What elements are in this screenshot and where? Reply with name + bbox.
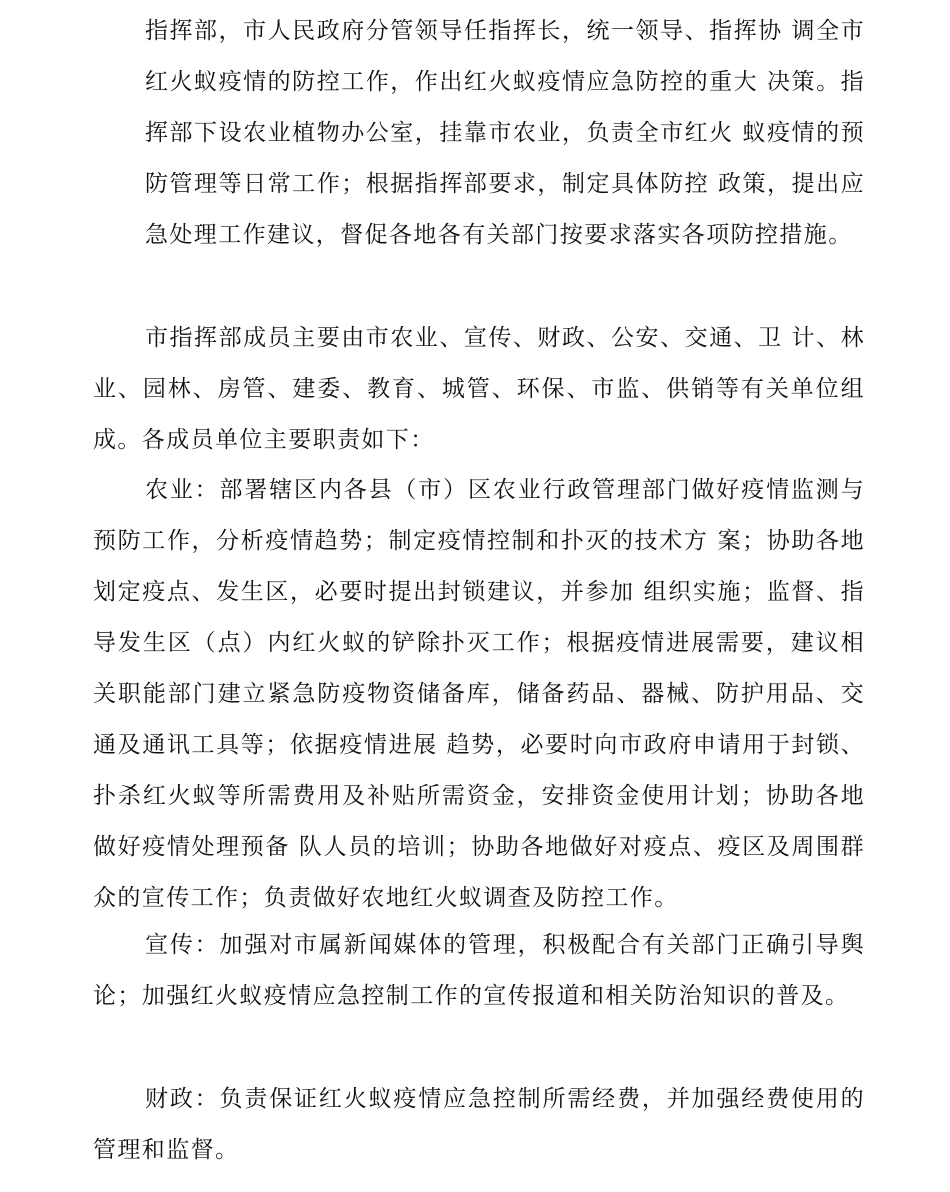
paragraph-finance-duties: 财政：负责保证红火蚁疫情应急控制所需经费，并加强经费使用的管理和监督。 — [93, 1086, 865, 1163]
paragraph-member-units: 市指挥部成员主要由市农业、宣传、财政、公安、交通、卫 计、林业、园林、房管、建委、教育、城管、环保、市监、供销等有关单位组成。各成员单位主要职责如下： — [93, 325, 865, 453]
paragraph-publicity-duties: 宣传：加强对市属新闻媒体的管理，积极配合有关部门正确引导舆论；加强红火蚁疫情应急控制工作的宣传报道和相关防治知识的普及。 — [93, 932, 865, 1009]
paragraph-command-center: 指挥部，市人民政府分管领导任指挥长，统一领导、指挥协 调全市红火蚁疫情的防控工作，作出红火蚁疫情应急防控的重大 决策。指挥部下设农业植物办公室，挂靠市农业，负责全市红火 蚁疫情的预防管理等日常工作；根据指挥部要求，制定具体防控 政策，提出应急处理工作建议，督促各地各有关部门按要求落实各项防控措施。 — [145, 18, 865, 248]
paragraph-agriculture-duties: 农业：部署辖区内各县（市）区农业行政管理部门做好疫情监测与预防工作，分析疫情趋势；制定疫情控制和扑灭的技术方 案；协助各地划定疫点、发生区，必要时提出封锁建议，并参加 组织实施；监督、指导发生区（点）内红火蚁的铲除扑灭工作；根据疫情进展需要，建议相关职能部门建立紧急防疫物资储备库，储备药品、器械、防护用品、交通及通讯工具等；依据疫情进展 趋势，必要时向市政府申请用于封锁、扑杀红火蚁等所需费用及补贴所需资金，安排资金使用计划；协助各地做好疫情处理预备 队人员的培训；协助各地做好对疫点、疫区及周围群众的宣传工作；负责做好农地红火蚁调查及防控工作。 — [93, 477, 865, 911]
